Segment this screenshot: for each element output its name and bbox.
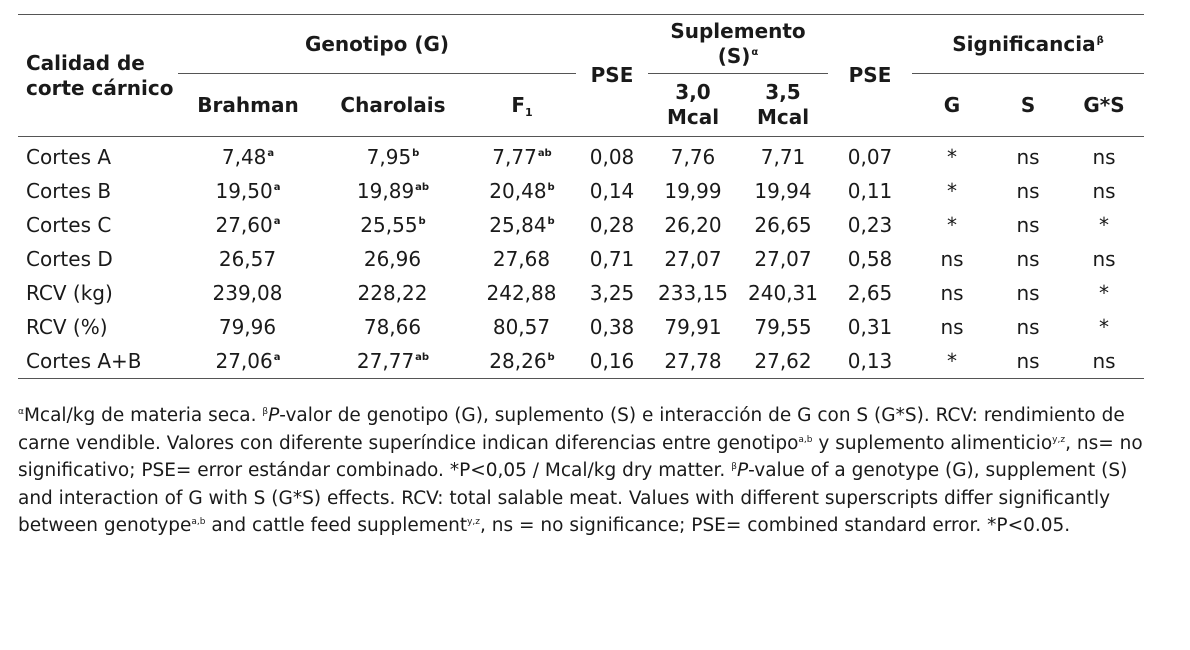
cell-value: 27,77: [356, 349, 415, 373]
cell-brahman: [178, 137, 318, 175]
table-row: [18, 208, 1144, 242]
note-text-1: Mcal/kg de materia seca.: [23, 405, 263, 426]
col-supplement-35-value: 3,5: [765, 80, 801, 104]
cell-pse-supplement: 0,11: [847, 179, 893, 203]
cell-value: 79,96: [218, 315, 277, 339]
cell-charolais: [318, 276, 468, 310]
cell-sig-gs: *: [1099, 213, 1110, 237]
table-row: [18, 276, 1144, 310]
cell-supplement-35: 27,07: [754, 247, 812, 271]
cell-value: 26,57: [218, 247, 277, 271]
cell-superscript: b: [412, 148, 420, 159]
row-label: RCV (%): [26, 315, 108, 339]
corner-header: Calidad de corte cárnico: [26, 50, 174, 100]
cell-sig-gs: ns: [1092, 145, 1116, 169]
cell-supplement-30: 7,76: [670, 145, 716, 169]
cell-charolais: [318, 208, 468, 242]
cell-value: 7,77: [492, 145, 537, 169]
cell-superscript: ab: [415, 352, 430, 363]
cell-f1: [468, 208, 576, 242]
cell-f1: [468, 276, 576, 310]
cell-supplement-30: 27,78: [664, 349, 722, 373]
cell-value: 78,66: [363, 315, 422, 339]
note-text-2: -valor de genotipo (G), suplemento (S) e interacción de G con S (G*S). RCV: rendimiento de carne vendible. Valores con diferente superíndice indican diferencias entre genotipo: [18, 405, 1125, 454]
cell-brahman: [178, 242, 318, 276]
cell-sig-g: *: [947, 145, 958, 169]
cell-sig-s: ns: [1016, 213, 1040, 237]
cell-f1: [468, 344, 576, 379]
cell-value: 27,60: [215, 213, 273, 237]
cell-superscript: a: [273, 182, 281, 193]
cell-pse-genotype: 0,28: [589, 213, 635, 237]
cell-superscript: a: [273, 216, 281, 227]
note-sup-yz-1: y,z: [1052, 434, 1066, 445]
cell-pse-genotype: 0,14: [589, 179, 635, 203]
row-label: Cortes C: [26, 213, 112, 237]
cell-brahman: [178, 174, 318, 208]
table-footnotes: [18, 402, 1148, 540]
pse-supplement-header: PSE: [848, 63, 892, 87]
note-text-4: , ns= no significativo; PSE= error estándar combinado. *P<0,05 / Mcal/kg dry matter.: [18, 432, 1143, 481]
col-brahman: Brahman: [197, 92, 299, 117]
cell-value: 19,89: [356, 179, 415, 203]
table-row: [18, 242, 1144, 276]
cell-sig-s: ns: [1016, 349, 1040, 373]
note-text-5: -value of a genotype (G), supplement (S) and interaction of G with S (G*S) effects. RCV: total salable meat. Values with different superscripts differ significantly between genotype: [18, 460, 1128, 536]
footnote-paragraph: [18, 402, 1148, 540]
cell-value: 25,84: [489, 213, 547, 237]
cell-supplement-35: 26,65: [754, 213, 812, 237]
cell-pse-genotype: 0,71: [589, 247, 635, 271]
cell-value: 228,22: [357, 281, 428, 305]
cell-sig-s: ns: [1016, 247, 1040, 271]
cell-f1: [468, 137, 576, 175]
cell-f1: [468, 242, 576, 276]
col-charolais: Charolais: [340, 92, 446, 117]
cell-supplement-30: 19,99: [664, 179, 722, 203]
cell-supplement-35: 27,62: [754, 349, 812, 373]
cell-superscript: a: [273, 352, 281, 363]
note-text-6: and cattle feed supplement: [205, 515, 468, 536]
cell-brahman: [178, 310, 318, 344]
row-label: Cortes D: [26, 247, 113, 271]
cell-supplement-35: 240,31: [748, 281, 818, 305]
cell-supplement-35: 19,94: [754, 179, 812, 203]
note-sup-yz-2: y,z: [467, 517, 481, 527]
cell-brahman: [178, 344, 318, 379]
cell-brahman: [178, 276, 318, 310]
results-table-container: [18, 14, 1144, 379]
cell-value: 80,57: [492, 315, 551, 339]
cell-pse-supplement: 0,23: [847, 213, 893, 237]
cell-supplement-30: 233,15: [658, 281, 728, 305]
supplement-header: [648, 15, 828, 74]
row-label: RCV (kg): [26, 281, 113, 305]
row-label: Cortes B: [26, 179, 112, 203]
cell-sig-g: *: [947, 179, 958, 203]
col-sig-gs: G*S: [1083, 92, 1125, 117]
note-sup-ab-1: a,b: [798, 434, 813, 445]
cell-superscript: b: [418, 216, 426, 227]
note-sup-alpha: α: [18, 407, 24, 417]
note-italic-p-1: P: [268, 405, 280, 426]
note-sup-ab-2: a,b: [191, 517, 206, 527]
col-supplement-30-unit: Mcal: [666, 105, 720, 129]
cell-value: 26,96: [363, 247, 422, 271]
cell-supplement-35: 79,55: [754, 315, 812, 339]
cell-f1: [468, 174, 576, 208]
col-supplement-30: [648, 74, 738, 137]
cell-value: 239,08: [212, 281, 283, 305]
row-label: Cortes A+B: [26, 349, 142, 373]
cell-sig-g: ns: [940, 281, 964, 305]
cell-value: 20,48: [489, 179, 547, 203]
cell-sig-g: *: [947, 349, 958, 373]
cell-sig-s: ns: [1016, 179, 1040, 203]
cell-value: 25,55: [360, 213, 418, 237]
significance-header: [912, 15, 1144, 74]
table-row: [18, 174, 1144, 208]
col-sig-g: G: [943, 92, 961, 117]
cell-superscript: b: [547, 182, 555, 193]
results-table: [18, 14, 1144, 379]
cell-sig-g: ns: [940, 315, 964, 339]
cell-sig-g: *: [947, 213, 958, 237]
cell-value: 7,48: [221, 145, 267, 169]
note-sup-beta-1: β: [262, 407, 269, 417]
cell-pse-genotype: 0,08: [589, 145, 635, 169]
cell-pse-genotype: 0,16: [589, 349, 635, 373]
cell-superscript: ab: [415, 182, 430, 193]
cell-superscript: b: [547, 352, 555, 363]
col-sig-s: S: [1020, 92, 1036, 117]
cell-pse-supplement: 0,58: [847, 247, 893, 271]
cell-value: 7,95: [366, 145, 412, 169]
col-f1-sub: 1: [525, 105, 533, 119]
cell-pse-genotype: 3,25: [589, 281, 635, 305]
table-row: [18, 344, 1144, 379]
table-body: [18, 137, 1144, 379]
cell-value: 27,68: [492, 247, 551, 271]
cell-sig-gs: ns: [1092, 349, 1116, 373]
cell-charolais: [318, 137, 468, 175]
table-row: [18, 310, 1144, 344]
cell-value: 19,50: [215, 179, 273, 203]
significance-header-sup: β: [1096, 34, 1104, 46]
cell-sig-gs: ns: [1092, 179, 1116, 203]
cell-superscript: a: [267, 148, 275, 159]
cell-superscript: b: [547, 216, 555, 227]
note-text-7: , ns = no significance; PSE= combined standard error. *P<0.05.: [480, 515, 1071, 536]
cell-pse-supplement: 2,65: [847, 281, 893, 305]
cell-pse-genotype: 0,38: [589, 315, 635, 339]
cell-sig-gs: ns: [1092, 247, 1116, 271]
note-text-3: y suplemento alimenticio: [812, 432, 1053, 454]
cell-sig-s: ns: [1016, 315, 1040, 339]
cell-value: 28,26: [489, 349, 547, 373]
cell-pse-supplement: 0,31: [847, 315, 893, 339]
cell-pse-supplement: 0,07: [847, 145, 893, 169]
col-supplement-35: [738, 74, 828, 137]
cell-value: 242,88: [486, 281, 557, 305]
cell-supplement-30: 27,07: [664, 247, 722, 271]
cell-value: 27,06: [215, 349, 273, 373]
cell-sig-gs: *: [1099, 315, 1110, 339]
col-supplement-30-value: 3,0: [675, 80, 711, 104]
cell-superscript: ab: [537, 148, 552, 159]
cell-charolais: [318, 242, 468, 276]
note-italic-p-2: P: [736, 460, 749, 481]
cell-pse-supplement: 0,13: [847, 349, 893, 373]
genotype-header: Genotipo (G): [178, 15, 576, 74]
cell-f1: [468, 310, 576, 344]
note-sup-beta-2: β: [731, 462, 737, 472]
row-label: Cortes A: [26, 145, 112, 169]
cell-sig-s: ns: [1016, 281, 1040, 305]
col-f1-label: F: [511, 92, 525, 117]
cell-sig-s: ns: [1016, 145, 1040, 169]
cell-supplement-30: 26,20: [664, 213, 722, 237]
cell-charolais: [318, 310, 468, 344]
cell-brahman: [178, 208, 318, 242]
cell-charolais: [318, 174, 468, 208]
supplement-header-sup: α: [751, 47, 759, 58]
cell-supplement-35: 7,71: [760, 145, 806, 169]
pse-genotype-header: PSE: [590, 63, 634, 87]
significance-header-label: Significancia: [952, 31, 1096, 56]
col-f1: [468, 74, 576, 137]
cell-charolais: [318, 344, 468, 379]
supplement-header-label: Suplemento (S): [670, 19, 806, 68]
cell-supplement-30: 79,91: [664, 315, 722, 339]
cell-sig-gs: *: [1099, 281, 1110, 305]
cell-sig-g: ns: [940, 247, 964, 271]
table-row: [18, 137, 1144, 175]
col-supplement-35-unit: Mcal: [756, 105, 810, 129]
